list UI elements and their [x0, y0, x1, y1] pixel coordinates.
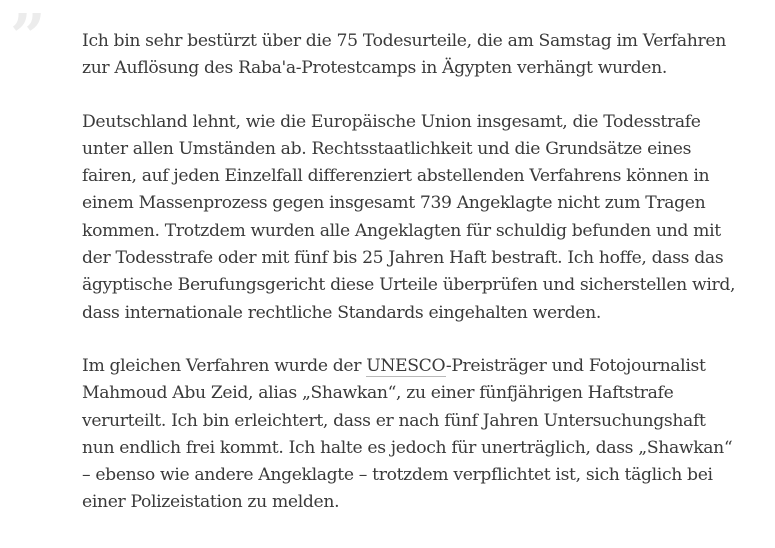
text-segment: Im gleichen Verfahren wurde der: [82, 355, 367, 376]
text-line: [82, 353, 762, 380]
text-line: kommen. Trotzdem wurden alle Angeklagten für schuldig befunden und mit: [82, 220, 721, 241]
text-line: zur Auflösung des Raba'a-Protestcamps in Ägypten verhängt wurden.: [82, 58, 667, 79]
paragraph-3: [82, 353, 762, 517]
text-segment: -Preisträger und Fotojournalist: [445, 355, 706, 376]
text-line: Mahmoud Abu Zeid, alias „Shawkan“, zu einer fünfjährigen Haftstrafe: [82, 383, 674, 404]
paragraph-2: [82, 109, 762, 327]
text-line: – ebenso wie andere Angeklagte – trotzdem verpflichtet ist, sich täglich bei: [82, 465, 713, 486]
text-line: nun endlich frei kommt. Ich halte es jedoch für unerträglich, dass „Shawkan“: [82, 437, 733, 458]
text-line: unter allen Umständen ab. Rechtsstaatlichkeit und die Grundsätze eines: [82, 138, 692, 159]
text-line: dass internationale rechtliche Standards eingehalten werden.: [82, 302, 601, 323]
text-line: ägyptische Berufungsgericht diese Urteile überprüfen und sicherstellen wird,: [82, 275, 736, 296]
paragraph-1: [82, 28, 762, 83]
quote-mark-icon: ”: [10, 0, 40, 73]
text-line: einem Massenprozess gegen insgesamt 739 Angeklagte nicht zum Tragen: [82, 193, 706, 214]
text-line: einer Polizeistation zu melden.: [82, 492, 340, 513]
text-line: verurteilt. Ich bin erleichtert, dass er nach fünf Jahren Untersuchungshaft: [82, 410, 706, 431]
text-line: Ich bin sehr bestürzt über die 75 Todesurteile, die am Samstag im Verfahren: [82, 31, 726, 51]
text-line: Deutschland lehnt, wie die Europäische Union insgesamt, die Todesstrafe: [82, 111, 701, 132]
quote-text: [82, 28, 762, 543]
unesco-link[interactable]: UNESCO: [366, 355, 446, 376]
text-line: der Todesstrafe oder mit fünf bis 25 Jahren Haft bestraft. Ich hoffe, dass das: [82, 248, 724, 269]
text-line: fairen, auf jeden Einzelfall differenziert abstellenden Verfahrens können in: [82, 166, 710, 187]
